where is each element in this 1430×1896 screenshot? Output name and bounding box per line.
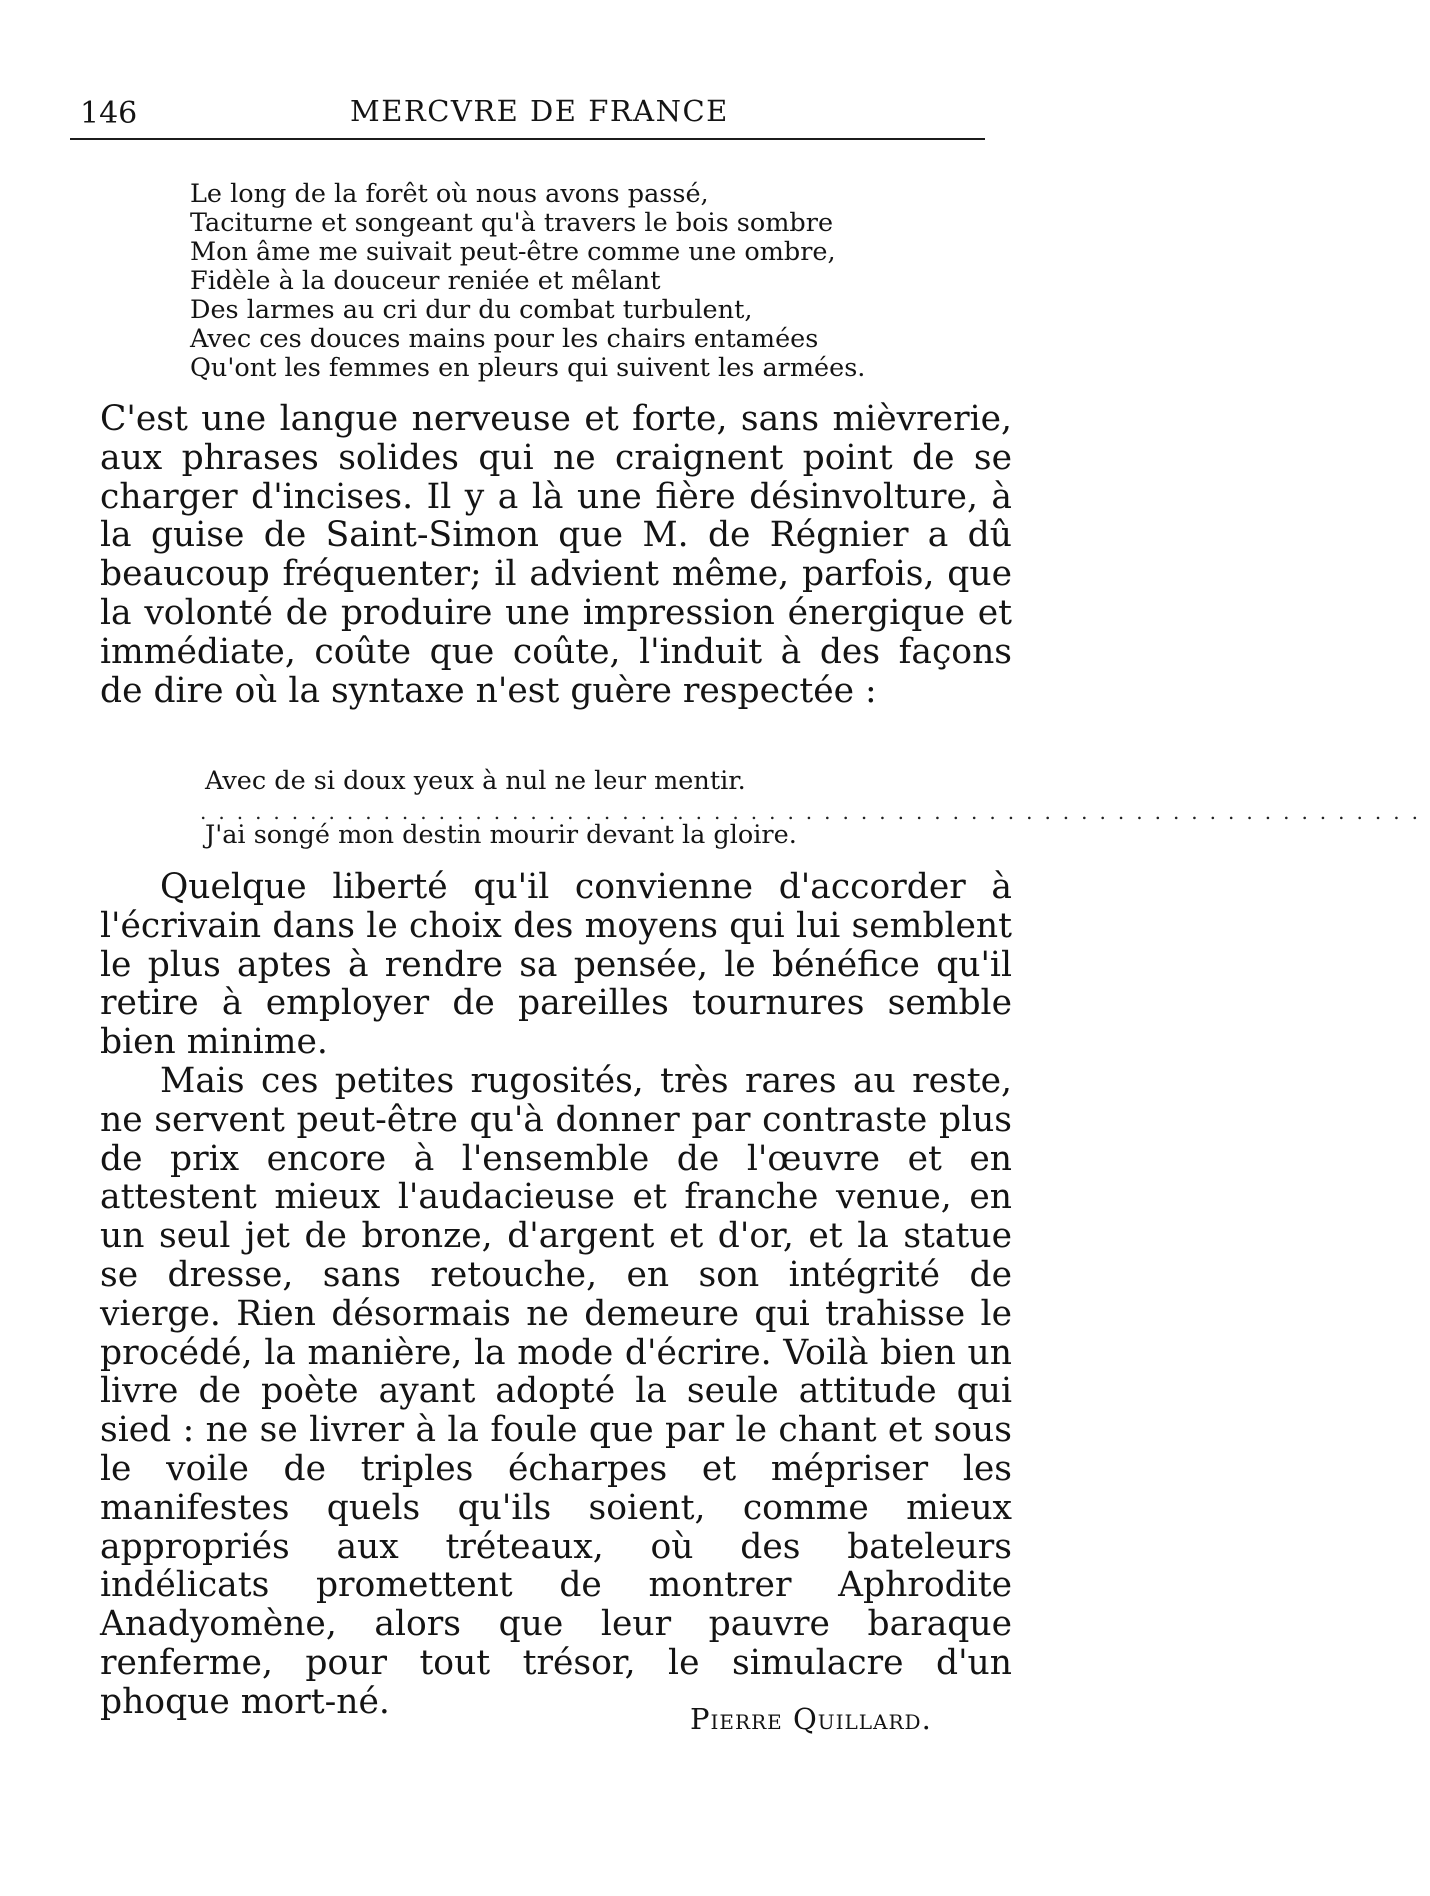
author-signature: Pierre Quillard.	[690, 1702, 932, 1736]
verse-line: Le long de la forêt où nous avons passé,	[190, 179, 709, 209]
quoted-verse-2: J'ai songé mon destin mourir devant la gloire.	[205, 820, 797, 850]
quoted-verse-1: Avec de si doux yeux à nul ne leur mentir.	[205, 766, 746, 796]
verse-line: Mon âme me suivait peut-être comme une ombre,	[190, 237, 836, 267]
verse-line: Taciturne et songeant qu'à travers le bois sombre	[190, 208, 834, 238]
prose-section-1	[100, 400, 1012, 710]
prose-section-2	[100, 868, 1012, 1722]
verse-line: Des larmes au cri dur du combat turbulent,	[190, 295, 753, 325]
verse-quotation	[190, 180, 1030, 383]
paragraph: Mais ces petites rugosités, très rares au reste, ne servent peut-être qu'à donner par contraste plus de prix encore à l'ensemble de l'œuvre et en attestent mieux l'audacieuse et franche venue, en un seul jet de bronze, d'argent et d'or, et la statue se dresse, sans retouche, en son intégrité de vierge. Rien désormais ne demeure qui trahisse le procédé, la manière, la mode d'écrire. Voilà bien un livre de poète ayant adopté la seule attitude qui sied : ne se livrer à la foule que par le chant et sous le voile de triples écharpes et mépriser les manifestes quels qu'ils soient, comme mieux appropriés aux tréteaux, où des bateleurs indélicats promettent de montrer Aphrodite Anadyomène, alors que leur pauvre baraque renferme, pour tout trésor, le simulacre d'un phoque mort-né.	[100, 1060, 1012, 1722]
verse-line: Fidèle à la douceur reniée et mêlant	[190, 266, 661, 296]
paragraph: C'est une langue nerveuse et forte, sans mièvrerie, aux phrases solides qui ne craignent point de se charger d'incises. Il y a là une fière désinvolture, à la guise de Saint-Simon que M. de Régnier a dû beaucoup fréquenter; il advient même, parfois, que la volonté de produire une impression énergique et immédiate, coûte que coûte, l'induit à des façons de dire où la syntaxe n'est guère respectée :	[100, 399, 1012, 711]
header-rule	[70, 138, 985, 140]
verse-line: Qu'ont les femmes en pleurs qui suivent les armées.	[190, 353, 866, 383]
ellipsis-rule: ...................................................................	[200, 800, 1430, 824]
page-header	[80, 92, 990, 140]
running-title: MERCVRE DE FRANCE	[350, 94, 729, 128]
verse-line: Avec ces douces mains pour les chairs entamées	[190, 324, 819, 354]
page-number: 146	[80, 96, 138, 131]
paragraph: Quelque liberté qu'il convienne d'accorder à l'écrivain dans le choix des moyens qui lui semblent le plus aptes à rendre sa pensée, le bénéfice qu'il retire à employer de pareilles tournures semble bien minime.	[100, 867, 1012, 1063]
